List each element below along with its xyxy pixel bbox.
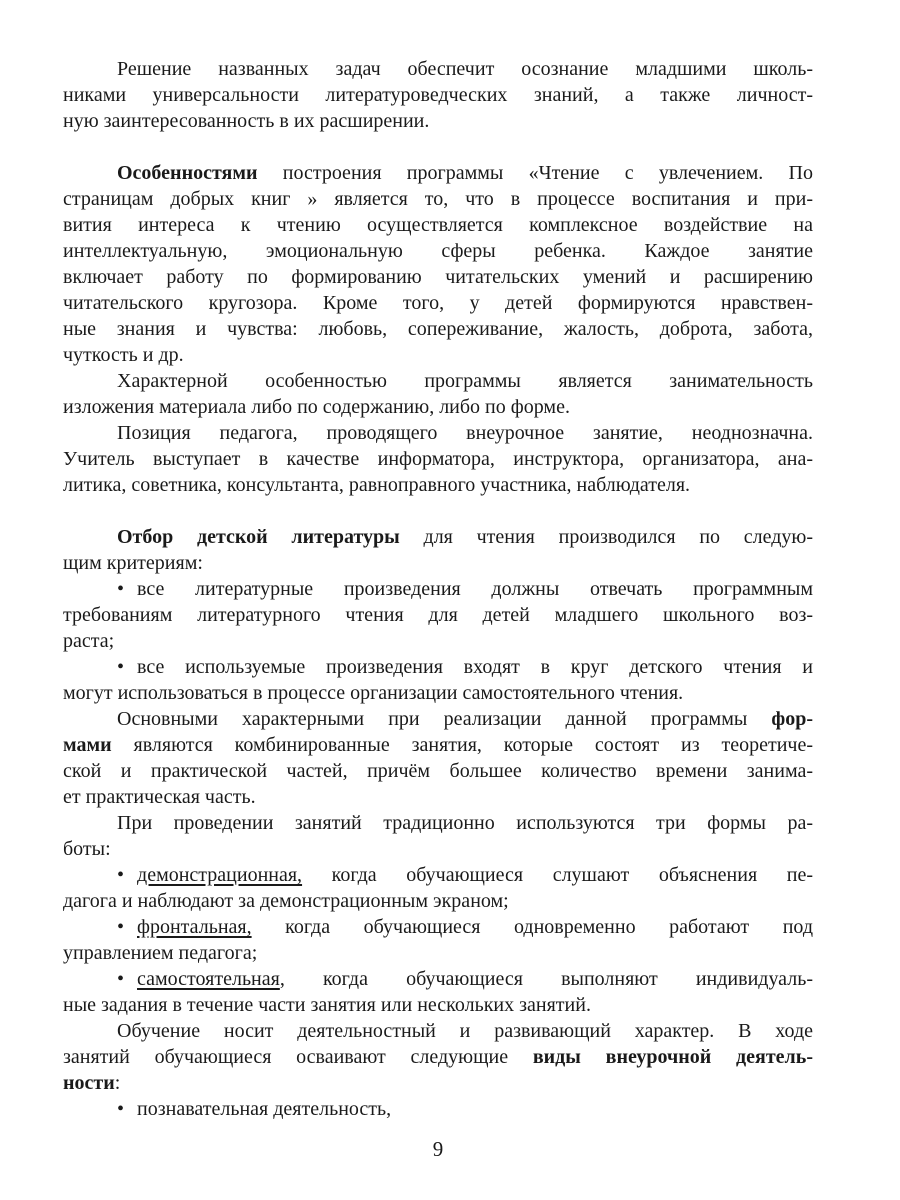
text-line bbox=[63, 238, 813, 264]
text-line bbox=[63, 186, 813, 212]
paragraph bbox=[63, 524, 813, 576]
text-line bbox=[63, 784, 813, 810]
paragraph bbox=[63, 810, 813, 862]
text-line bbox=[63, 732, 813, 758]
text-run: изложения материала либо по содержанию, либо по форме. bbox=[63, 396, 570, 418]
text-run: боты: bbox=[63, 838, 111, 860]
text-line bbox=[63, 1070, 813, 1096]
text-run: никами универсальности литературоведческих знаний, а также личност- bbox=[63, 84, 813, 106]
text-run: ской и практической частей, причём большее количество времени занима- bbox=[63, 760, 813, 782]
text-line bbox=[63, 1018, 813, 1044]
text-line bbox=[63, 914, 813, 940]
text-line bbox=[63, 550, 813, 576]
bullet-item bbox=[63, 862, 813, 914]
text-run: вития интереса к чтению осуществляется комплексное воздействие на bbox=[63, 214, 813, 236]
text-run: щим критериям: bbox=[63, 552, 203, 574]
text-run: литика, советника, консультанта, равноправного участника, наблюдателя. bbox=[63, 474, 691, 496]
text-run: дагога и наблюдают за демонстрационным экраном; bbox=[63, 890, 509, 912]
text-run: все литературные произведения должны отвечать программным bbox=[137, 578, 813, 600]
text-line bbox=[63, 966, 813, 992]
text-line bbox=[63, 82, 813, 108]
text-run: фронтальная, bbox=[137, 916, 252, 938]
bullet-item bbox=[63, 914, 813, 966]
text-line bbox=[63, 368, 813, 394]
page-number: 9 bbox=[432, 1137, 444, 1161]
text-line bbox=[63, 316, 813, 342]
text-run: При проведении занятий традиционно используются три формы ра- bbox=[117, 812, 813, 834]
text-run: ности bbox=[63, 1072, 115, 1094]
text-line bbox=[63, 628, 813, 654]
text-run: читательского кругозора. Кроме того, у детей формируются нравствен- bbox=[63, 292, 813, 314]
text-run: требованиям литературного чтения для детей младшего школьного воз- bbox=[63, 604, 813, 626]
bullet-item bbox=[63, 576, 813, 654]
text-line bbox=[63, 862, 813, 888]
text-line bbox=[63, 472, 813, 498]
paragraph bbox=[63, 420, 813, 498]
text-run: построения программы «Чтение с увлечением. По bbox=[257, 162, 813, 184]
text-run: для чтения производился по следую- bbox=[399, 526, 814, 548]
text-run: , когда обучающиеся выполняют индивидуаль- bbox=[279, 968, 813, 990]
text-run: мами bbox=[63, 734, 112, 756]
text-line bbox=[63, 810, 813, 836]
text-line bbox=[63, 56, 813, 82]
bullet-marker: • bbox=[117, 656, 125, 678]
text-line bbox=[63, 706, 813, 732]
text-line bbox=[63, 940, 813, 966]
text-run: все используемые произведения входят в круг детского чтения и bbox=[137, 656, 813, 678]
text-run: ные знания и чувства: любовь, сопереживание, жалость, доброта, забота, bbox=[63, 318, 813, 340]
text-run: Характерной особенностью программы является занимательность bbox=[117, 370, 813, 392]
text-run: познавательная деятельность, bbox=[137, 1098, 392, 1120]
text-line bbox=[63, 654, 813, 680]
paragraph bbox=[63, 1018, 813, 1096]
text-line bbox=[63, 524, 813, 550]
text-run: включает работу по формированию читательских умений и расширению bbox=[63, 266, 813, 288]
bullet-marker: • bbox=[117, 578, 125, 600]
text-run: Особенностями bbox=[117, 162, 258, 184]
text-line bbox=[63, 602, 813, 628]
text-run: Учитель выступает в качестве информатора, инструктора, организатора, ана- bbox=[63, 448, 813, 470]
text-run: являются комбинированные занятия, которые состоят из теоретиче- bbox=[111, 734, 813, 756]
bullet-item bbox=[63, 966, 813, 1018]
text-run: занятий обучающиеся осваивают следующие bbox=[63, 1046, 533, 1068]
bullet-marker: • bbox=[117, 916, 125, 938]
text-run: фор- bbox=[771, 708, 813, 730]
bullet-marker: • bbox=[117, 968, 125, 990]
bullet-marker: • bbox=[117, 864, 125, 886]
text-line bbox=[63, 888, 813, 914]
text-run: раста; bbox=[63, 630, 115, 652]
text-line bbox=[63, 264, 813, 290]
text-line bbox=[63, 108, 813, 134]
text-run: ную заинтересованность в их расширении. bbox=[63, 110, 430, 132]
text-line bbox=[63, 446, 813, 472]
text-line bbox=[63, 342, 813, 368]
text-run: виды внеурочной деятель- bbox=[532, 1046, 813, 1068]
paragraph bbox=[63, 368, 813, 420]
text-line bbox=[63, 576, 813, 602]
text-run: когда обучающиеся одновременно работают под bbox=[251, 916, 813, 938]
text-run: чуткость и др. bbox=[63, 344, 184, 366]
paragraph bbox=[63, 56, 813, 134]
text-run: могут использоваться в процессе организации самостоятельного чтения. bbox=[63, 682, 684, 704]
text-run: демонстрационная, bbox=[137, 864, 303, 886]
text-run: ные задания в течение части занятия или нескольких занятий. bbox=[63, 994, 591, 1016]
text-line bbox=[63, 290, 813, 316]
text-line bbox=[63, 758, 813, 784]
text-run: Отбор детской литературы bbox=[117, 526, 400, 548]
text-line bbox=[63, 394, 813, 420]
bullet-item bbox=[63, 1096, 813, 1122]
text-run: : bbox=[114, 1072, 121, 1094]
text-line bbox=[63, 160, 813, 186]
text-run: Решение названных задач обеспечит осознание младшими школь- bbox=[117, 58, 813, 80]
text-line bbox=[63, 1044, 813, 1070]
text-line bbox=[63, 1096, 813, 1122]
text-run: самостоятельная bbox=[137, 968, 280, 990]
text-line bbox=[63, 836, 813, 862]
text-line bbox=[63, 680, 813, 706]
paragraph bbox=[63, 706, 813, 810]
text-line bbox=[63, 420, 813, 446]
text-line bbox=[63, 992, 813, 1018]
text-run: Позиция педагога, проводящего внеурочное занятие, неоднозначна. bbox=[117, 422, 813, 444]
text-run: когда обучающиеся слушают объяснения пе- bbox=[302, 864, 813, 886]
text-line bbox=[63, 212, 813, 238]
bullet-marker: • bbox=[117, 1098, 125, 1120]
text-run: страницам добрых книг » является то, что в процессе воспитания и при- bbox=[63, 188, 813, 210]
text-run: управлением педагога; bbox=[63, 942, 258, 964]
text-run: ет практическая часть. bbox=[63, 786, 256, 808]
bullet-item bbox=[63, 654, 813, 706]
text-run: Основными характерными при реализации данной программы bbox=[117, 708, 772, 730]
text-blocks bbox=[63, 56, 813, 1122]
text-run: Обучение носит деятельностный и развивающий характер. В ходе bbox=[117, 1020, 813, 1042]
text-run: интеллектуальную, эмоциональную сферы ребенка. Каждое занятие bbox=[63, 240, 813, 262]
paragraph bbox=[63, 160, 813, 368]
